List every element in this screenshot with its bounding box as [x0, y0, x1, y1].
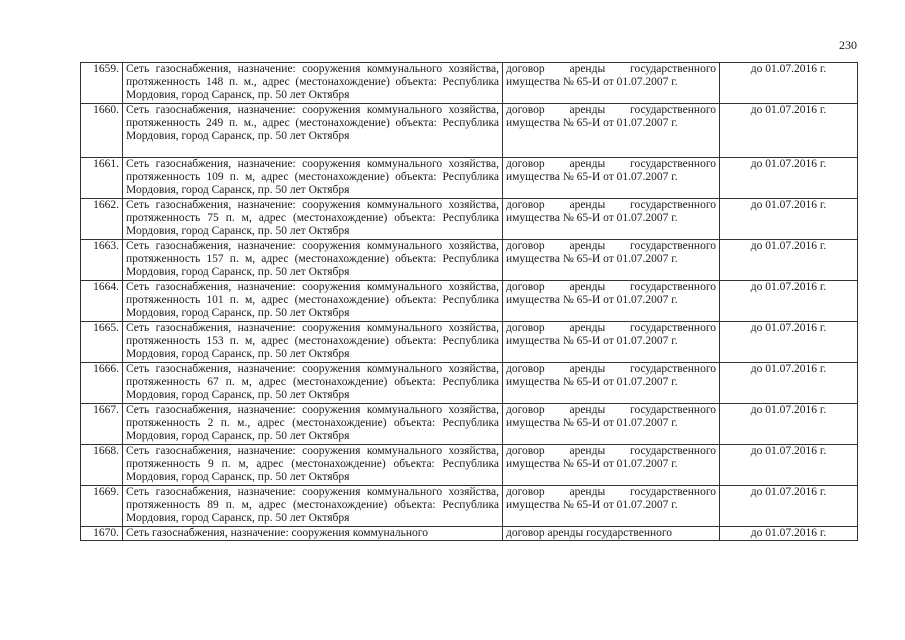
- lease-document: договор аренды государственного имущества № 65-И от 01.07.2007 г.: [503, 104, 720, 158]
- lease-term: до 01.07.2016 г.: [720, 281, 858, 322]
- lease-document: договор аренды государственного имущества № 65-И от 01.07.2007 г.: [503, 322, 720, 363]
- lease-term: до 01.07.2016 г.: [720, 322, 858, 363]
- object-description: Сеть газоснабжения, назначение: сооружения коммунального хозяйства, протяженность 75 п. м, адрес (местонахождение) объекта: Республика Мордовия, город Саранск, пр. 50 лет Октября: [123, 199, 503, 240]
- lease-document: договор аренды государственного: [503, 527, 720, 541]
- row-number: 1662.: [81, 199, 123, 240]
- lease-document: договор аренды государственного имущества № 65-И от 01.07.2007 г.: [503, 240, 720, 281]
- lease-term: до 01.07.2016 г.: [720, 199, 858, 240]
- object-description: Сеть газоснабжения, назначение: сооружения коммунального хозяйства, протяженность 109 п. м, адрес (местонахождение) объекта: Республика Мордовия, город Саранск, пр. 50 лет Октября: [123, 158, 503, 199]
- row-number: 1661.: [81, 158, 123, 199]
- object-description: Сеть газоснабжения, назначение: сооружения коммунального хозяйства, протяженность 157 п. м, адрес (местонахождение) объекта: Республика Мордовия, город Саранск, пр. 50 лет Октября: [123, 240, 503, 281]
- row-number: 1670.: [81, 527, 123, 541]
- lease-document: договор аренды государственного имущества № 65-И от 01.07.2007 г.: [503, 486, 720, 527]
- table-row: [81, 363, 858, 404]
- object-description: Сеть газоснабжения, назначение: сооружения коммунального хозяйства, протяженность 101 п. м, адрес (местонахождение) объекта: Республика Мордовия, город Саранск, пр. 50 лет Октября: [123, 281, 503, 322]
- row-number: 1668.: [81, 445, 123, 486]
- object-description: Сеть газоснабжения, назначение: сооружения коммунального: [123, 527, 503, 541]
- table-row: [81, 281, 858, 322]
- row-number: 1665.: [81, 322, 123, 363]
- lease-term: до 01.07.2016 г.: [720, 445, 858, 486]
- lease-term: до 01.07.2016 г.: [720, 486, 858, 527]
- table-row: [81, 104, 858, 158]
- object-description: Сеть газоснабжения, назначение: сооружения коммунального хозяйства, протяженность 67 п. м, адрес (местонахождение) объекта: Республика Мордовия, город Саранск, пр. 50 лет Октября: [123, 363, 503, 404]
- lease-document: договор аренды государственного имущества № 65-И от 01.07.2007 г.: [503, 199, 720, 240]
- lease-document: договор аренды государственного имущества № 65-И от 01.07.2007 г.: [503, 158, 720, 199]
- table-row: [81, 158, 858, 199]
- lease-term: до 01.07.2016 г.: [720, 158, 858, 199]
- table-row: [81, 404, 858, 445]
- object-description: Сеть газоснабжения, назначение: сооружения коммунального хозяйства, протяженность 89 п. м, адрес (местонахождение) объекта: Республика Мордовия, город Саранск, пр. 50 лет Октября: [123, 486, 503, 527]
- row-number: 1666.: [81, 363, 123, 404]
- lease-term: до 01.07.2016 г.: [720, 363, 858, 404]
- table-row: [81, 322, 858, 363]
- lease-document: договор аренды государственного имущества № 65-И от 01.07.2007 г.: [503, 445, 720, 486]
- lease-term: до 01.07.2016 г.: [720, 527, 858, 541]
- lease-document: договор аренды государственного имущества № 65-И от 01.07.2007 г.: [503, 404, 720, 445]
- table-row: [81, 527, 858, 541]
- property-registry-table: [80, 62, 858, 541]
- object-description: Сеть газоснабжения, назначение: сооружения коммунального хозяйства, протяженность 148 п. м., адрес (местонахождение) объекта: Республика Мордовия, город Саранск, пр. 50 лет Октября: [123, 63, 503, 104]
- table-row: [81, 486, 858, 527]
- row-number: 1669.: [81, 486, 123, 527]
- row-number: 1667.: [81, 404, 123, 445]
- object-description: Сеть газоснабжения, назначение: сооружения коммунального хозяйства, протяженность 153 п. м, адрес (местонахождение) объекта: Республика Мордовия, город Саранск, пр. 50 лет Октября: [123, 322, 503, 363]
- lease-document: договор аренды государственного имущества № 65-И от 01.07.2007 г.: [503, 281, 720, 322]
- object-description: Сеть газоснабжения, назначение: сооружения коммунального хозяйства, протяженность 249 п. м., адрес (местонахождение) объекта: Республика Мордовия, город Саранск, пр. 50 лет Октября: [123, 104, 503, 158]
- lease-term: до 01.07.2016 г.: [720, 104, 858, 158]
- object-description: Сеть газоснабжения, назначение: сооружения коммунального хозяйства, протяженность 2 п. м., адрес (местонахождение) объекта: Республика Мордовия, город Саранск, пр. 50 лет Октября: [123, 404, 503, 445]
- lease-term: до 01.07.2016 г.: [720, 240, 858, 281]
- table-row: [81, 199, 858, 240]
- row-number: 1663.: [81, 240, 123, 281]
- lease-document: договор аренды государственного имущества № 65-И от 01.07.2007 г.: [503, 363, 720, 404]
- row-number: 1659.: [81, 63, 123, 104]
- lease-document: договор аренды государственного имущества № 65-И от 01.07.2007 г.: [503, 63, 720, 104]
- lease-term: до 01.07.2016 г.: [720, 63, 858, 104]
- page-number: 230: [839, 38, 857, 52]
- table-row: [81, 445, 858, 486]
- lease-term: до 01.07.2016 г.: [720, 404, 858, 445]
- table-row: [81, 240, 858, 281]
- table-row: [81, 63, 858, 104]
- row-number: 1664.: [81, 281, 123, 322]
- row-number: 1660.: [81, 104, 123, 158]
- object-description: Сеть газоснабжения, назначение: сооружения коммунального хозяйства, протяженность 9 п. м, адрес (местонахождение) объекта: Республика Мордовия, город Саранск, пр. 50 лет Октября: [123, 445, 503, 486]
